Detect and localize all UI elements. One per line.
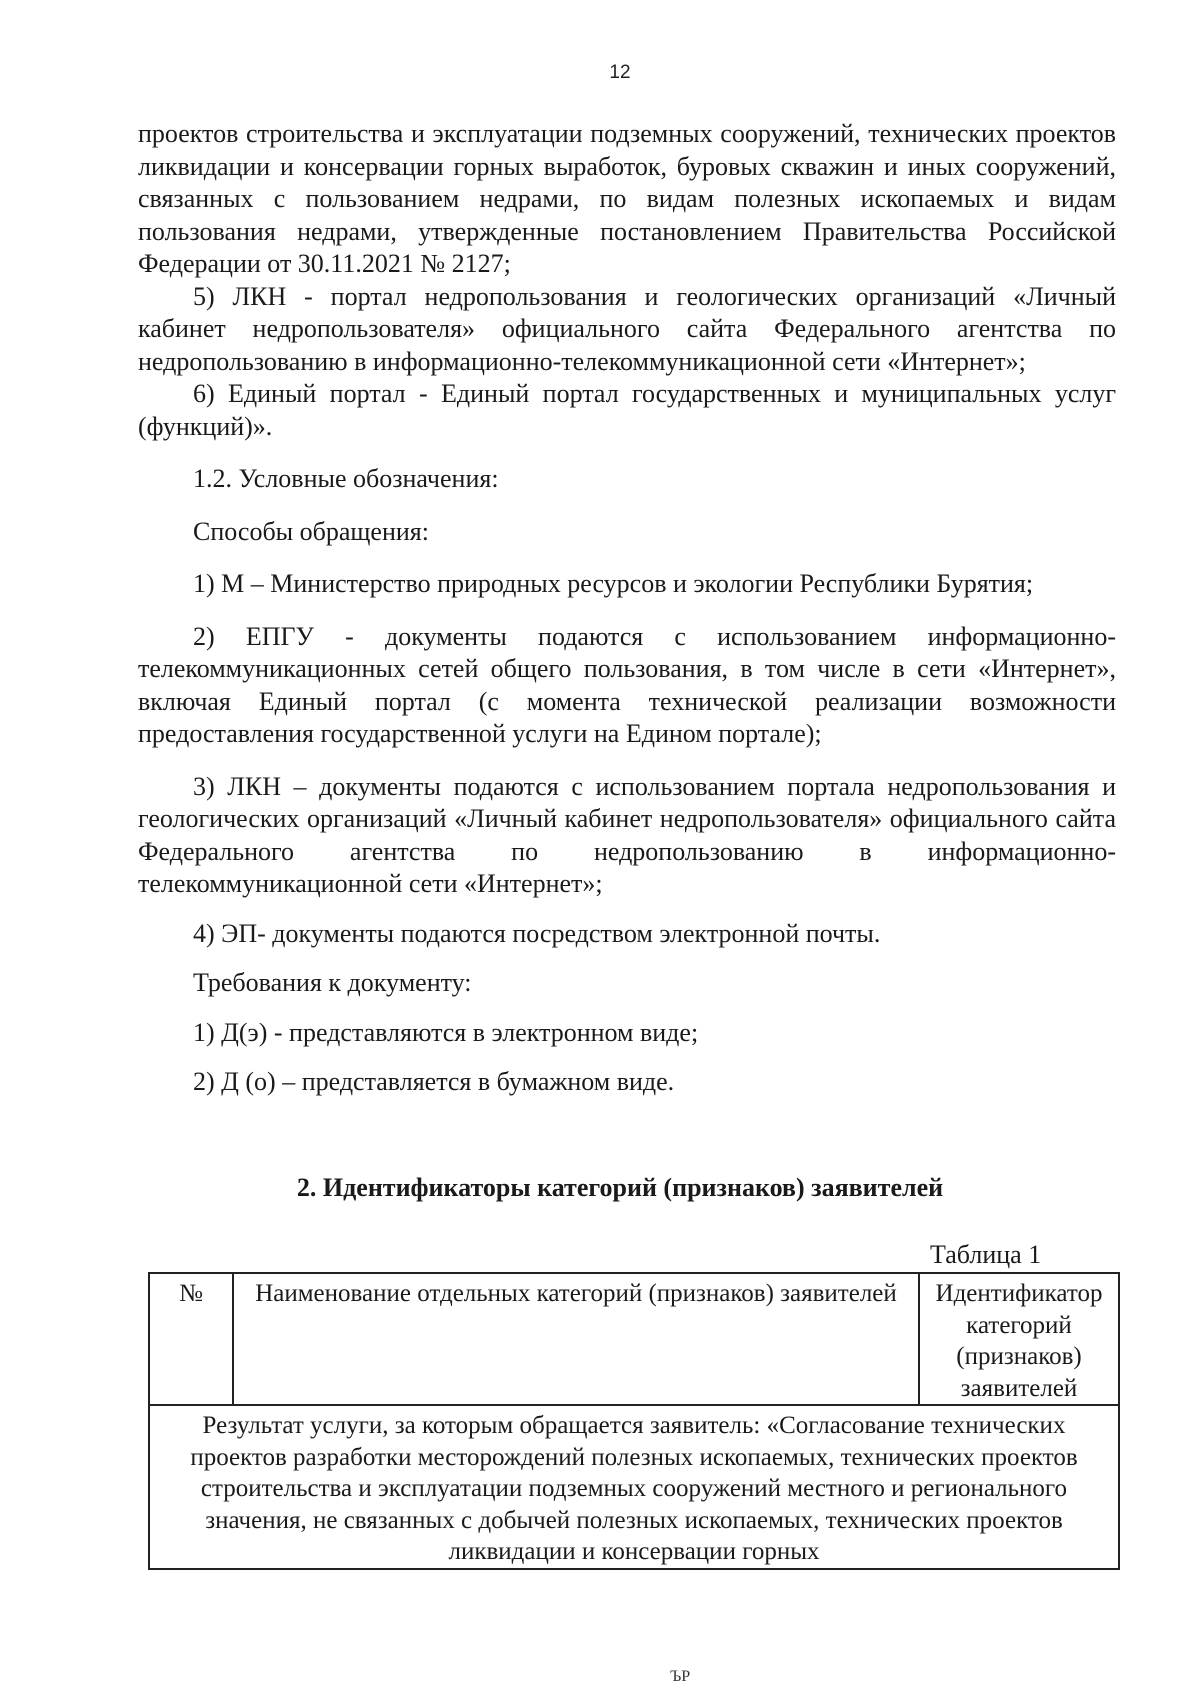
paragraph-epgu-definition: 6) Единый портал - Единый портал государственных и муниципальных услуг (функций)». bbox=[138, 379, 1116, 441]
footer-mark: ЪР bbox=[670, 1668, 691, 1685]
requirement-paper: 2) Д (о) – представляется в бумажном виде. bbox=[193, 1067, 675, 1096]
page-number: 12 bbox=[609, 62, 631, 83]
requirement-electronic: 1) Д(э) - представляются в электронном виде; bbox=[193, 1017, 699, 1047]
subheading-requirements: Требования к документу: bbox=[193, 968, 472, 997]
paragraph-lkn-definition: 5) ЛКН - портал недропользования и геологических организаций «Личный кабинет недропользователя» официального сайта Федерального агентства по недропользованию в информационно-телекоммуникационной сети «Интернет»; bbox=[138, 281, 1116, 376]
header-identifier: Идентификатор категорий (признаков) заявителей bbox=[919, 1273, 1119, 1405]
table-row bbox=[149, 1405, 1119, 1569]
table-header-row bbox=[149, 1273, 1119, 1405]
subheading-methods: Способы обращения: bbox=[193, 516, 429, 546]
applicant-categories-table bbox=[148, 1272, 1120, 1570]
section-heading: 2. Идентификаторы категорий (признаков) заявителей bbox=[296, 1173, 944, 1202]
body-text bbox=[138, 118, 1116, 1099]
result-row: Результат услуги, за которым обращается заявитель: «Согласование технических проектов разработки месторождений полезных ископаемых, технических проектов строительства и эксплуатации подземных сооружений местного и регионального значения, не связанных с добычей полезных ископаемых, технических проектов ликвидации и консервации горных bbox=[149, 1405, 1119, 1569]
method-ep: 4) ЭП- документы подаются посредством электронной почты. bbox=[193, 918, 881, 948]
method-epgu: 2) ЕПГУ - документы подаются с использованием информационно-телекоммуникационных сетей общего пользования, в том числе в сети «Интернет», включая Единый портал (с момента технической реализации возможности предоставления государственной услуги на Едином портале); bbox=[138, 621, 1116, 748]
header-category-name: Наименование отдельных категорий (признаков) заявителей bbox=[233, 1273, 919, 1405]
method-m: 1) М – Министерство природных ресурсов и экологии Республики Бурятия; bbox=[193, 569, 1034, 598]
method-lkn: 3) ЛКН – документы подаются с использованием портала недропользования и геологических организаций «Личный кабинет недропользователя» официального сайта Федерального агентства по недропользованию в информационно-телекоммуникационной сети «Интернет»; bbox=[138, 771, 1116, 898]
subsection-symbols: 1.2. Условные обозначения: bbox=[193, 464, 499, 493]
table-caption: Таблица 1 bbox=[930, 1240, 1042, 1269]
paragraph-continuation: проектов строительства и эксплуатации подземных сооружений, технических проектов ликвидации и консервации горных выработок, буровых скважин и иных сооружений, связанных с пользованием недрами, по видам полезных ископаемых и видам пользования недрами, утвержденные постановлением Правительства Российской Федерации от 30.11.2021 № 2127; bbox=[138, 119, 1116, 278]
header-number: № bbox=[149, 1273, 233, 1405]
